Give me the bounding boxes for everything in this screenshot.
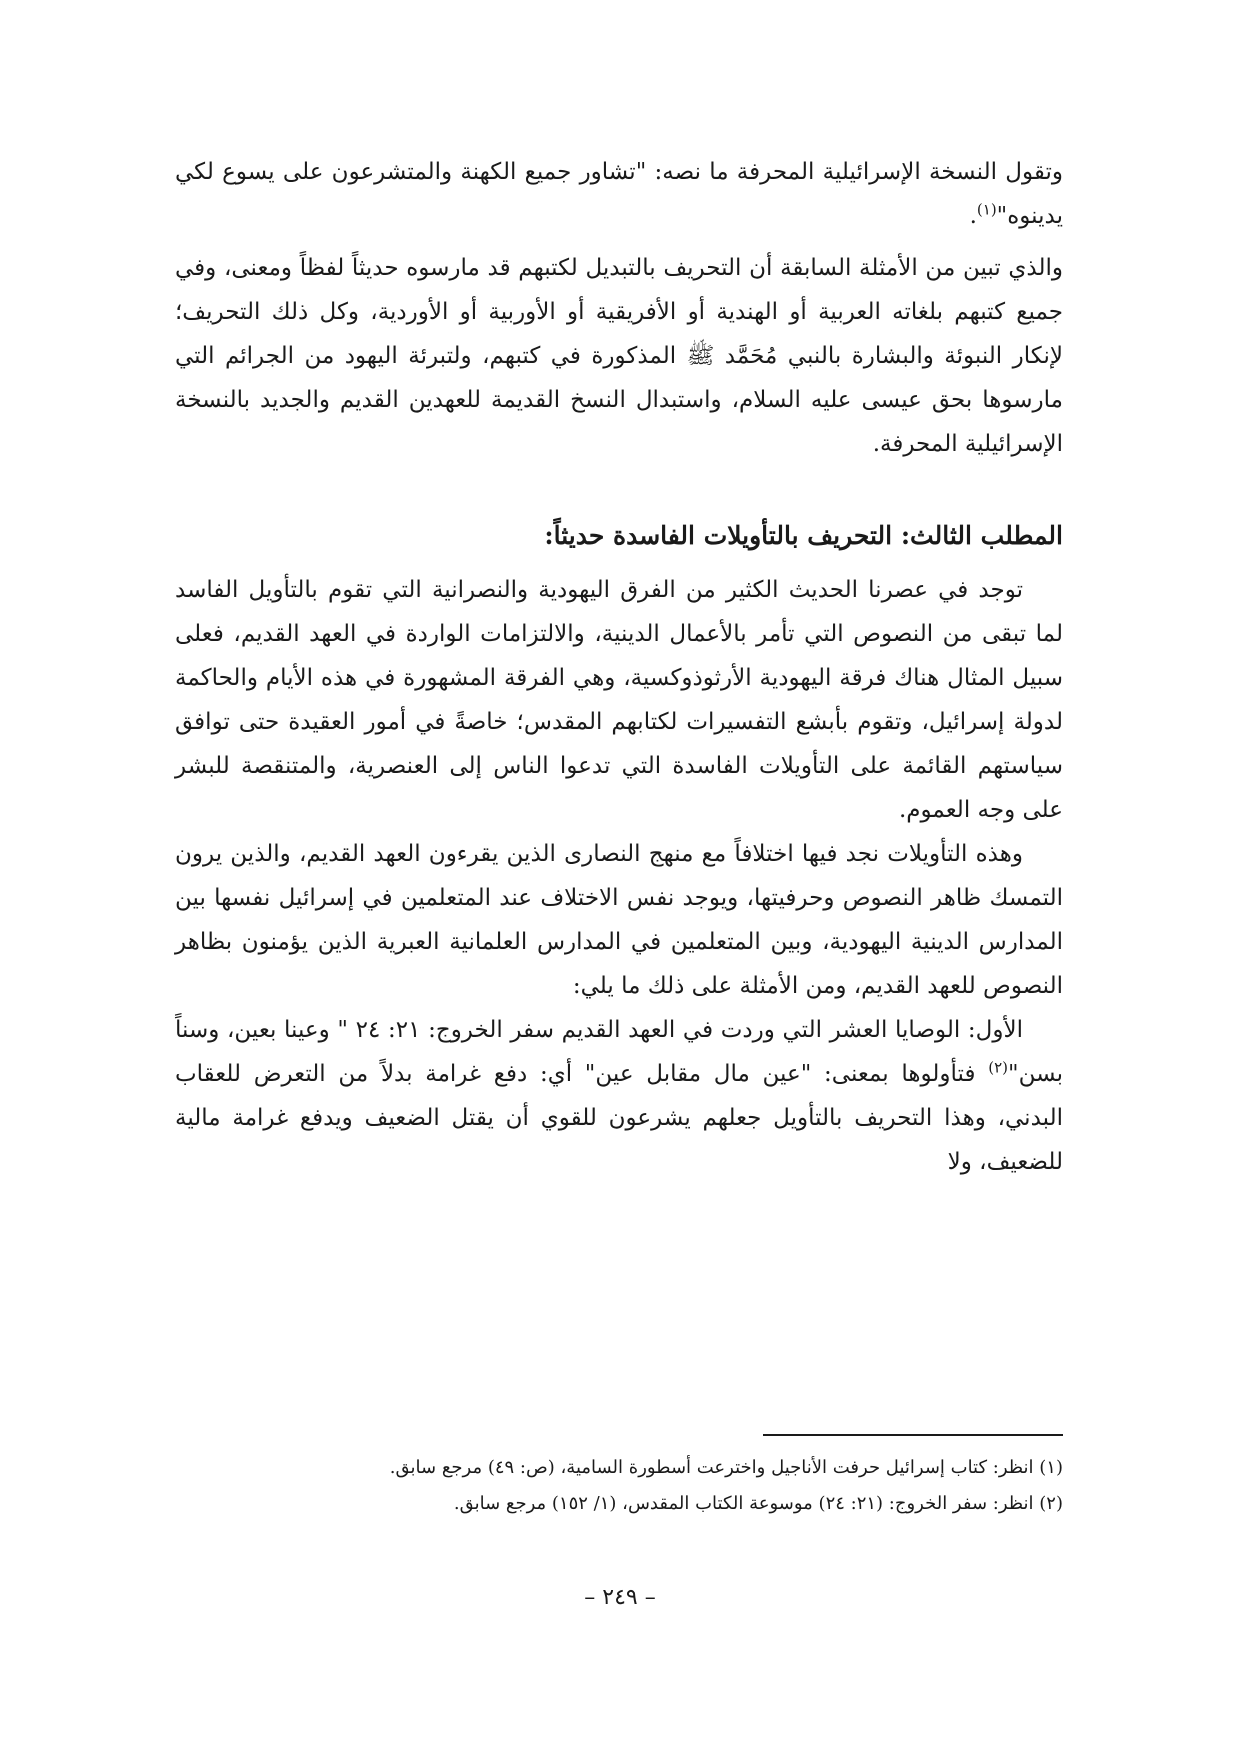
- section-paragraph-3-rest: فتأولوها بمعنى: "عين مال مقابل عين" أي: دفع غرامة بدلاً من التعرض للعقاب البدني، وهذا التحريف بالتأويل جعلهم يشرعون للقوي أن يقتل الضعيف ويدفع غرامة مالية للضعيف، ولا: [175, 1061, 1063, 1175]
- section-paragraph-2: وهذه التأويلات نجد فيها اختلافاً مع منهج النصارى الذين يقرءون العهد القديم، والذين يرون التمسك ظاهر النصوص وحرفيتها، ويوجد نفس الاختلاف عند المتعلمين في إسرائيل نفسها بين المدارس الدينية اليهودية، وبين المتعلمين في المدارس العلمانية العبرية الذين يؤمنون بظاهر النصوص للعهد القديم، ومن الأمثلة على ذلك ما يلي:: [175, 841, 1063, 999]
- page-number: – ٢٤٩ –: [584, 1585, 656, 1610]
- footnote-ref-1: (١): [976, 200, 997, 219]
- footnotes: [175, 1450, 1063, 1522]
- section-paragraph-1: توجد في عصرنا الحديث الكثير من الفرق اليهودية والنصرانية التي تقوم بالتأويل الفاسد لما تبقى من النصوص التي تأمر بالأعمال الدينية، والالتزامات الواردة في العهد القديم، فعلى سبيل المثال هناك فرقة اليهودية الأرثوذوكسية، وهي الفرقة المشهورة في هذه الأيام والحاكمة لدولة إسرائيل، وتقوم بأبشع التفسيرات لكتابهم المقدس؛ خاصةً في أمور العقيدة حتى توافق سياستهم القائمة على التأويلات الفاسدة التي تدعوا الناس إلى العنصرية، والمتنقصة للبشر على وجه العموم.: [175, 577, 1063, 823]
- footnote-1: (١) انظر: كتاب إسرائيل حرفت الأناجيل واخترعت أسطورة السامية، (ص: ٤٩) مرجع سابق.: [389, 1457, 1063, 1478]
- intro-paragraph-1-end: .: [969, 203, 977, 229]
- intro-paragraph-1: [175, 150, 1063, 238]
- section-heading-prefix: المطلب الثالث:: [892, 521, 1063, 550]
- section-paragraph-3-start: الأول: الوصايا العشر التي وردت في العهد القديم سفر الخروج: ٢١: ٢٤ " وعينا بعين، وسناً بسن": [175, 1017, 1063, 1087]
- intro-paragraph-1-text: وتقول النسخة الإسرائيلية المحرفة ما نصه: "تشاور جميع الكهنة والمتشرعون على يسوع لكي يدينوه": [175, 159, 1063, 229]
- section-heading: [175, 514, 1063, 558]
- section-heading-title: التحريف بالتأويلات الفاسدة حديثاً:: [544, 521, 893, 550]
- footnote-ref-2: (٢): [988, 1058, 1008, 1077]
- footnote-2: (٢) انظر: سفر الخروج: (٢١: ٢٤) موسوعة الكتاب المقدس، (١/ ١٥٢) مرجع سابق.: [453, 1493, 1063, 1514]
- footnote-separator: [763, 1434, 1063, 1436]
- intro-paragraph-2: والذي تبين من الأمثلة السابقة أن التحريف بالتبديل لكتبهم قد مارسوه حديثاً لفظاً ومعنى، وفي جميع كتبهم بلغاته العربية أو الهندية أو الأفريقية أو الأوربية أو الأوردية، وكل ذلك التحريف؛ لإنكار النبوئة والبشارة بالنبي مُحَمَّد ﷺ المذكورة في كتبهم، ولتبرئة اليهود من الجرائم التي مارسوها بحق عيسى عليه السلام، واستبدال النسخ القديمة للعهدين القديم والجديد بالنسخة الإسرائيلية المحرفة.: [175, 255, 1063, 457]
- section-paragraph-3: [175, 1008, 1063, 1184]
- body-text: [175, 150, 1063, 1184]
